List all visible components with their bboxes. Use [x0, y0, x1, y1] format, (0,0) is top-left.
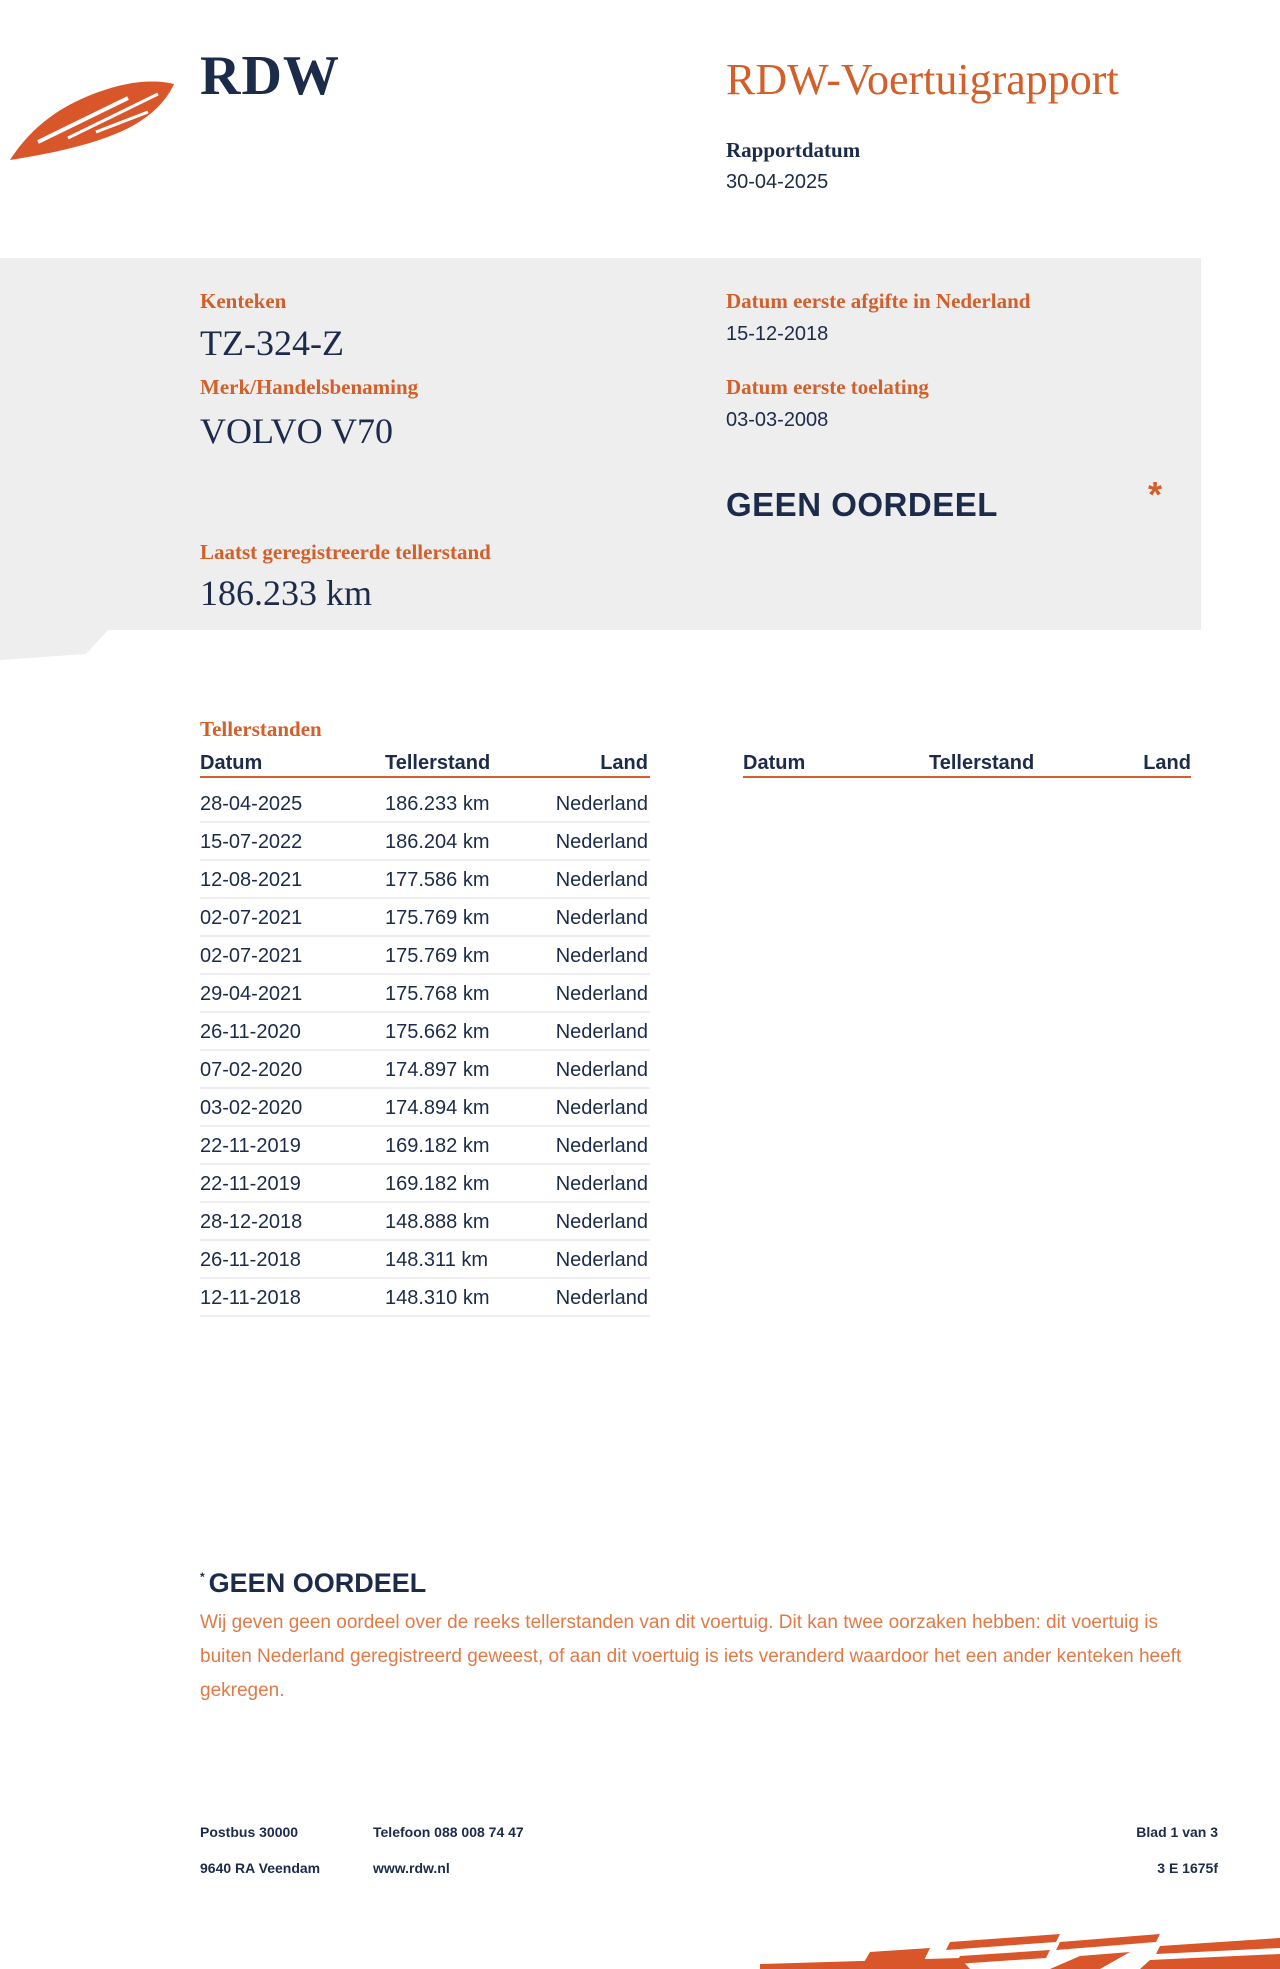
cell-tellerstand: 148.310 km — [385, 1287, 490, 1309]
cell-land: Nederland — [555, 793, 648, 815]
cell-land: Nederland — [555, 983, 648, 1005]
cell-land: Nederland — [555, 1021, 648, 1043]
odometer-table-header-left — [200, 750, 650, 778]
note-text: Wij geven geen oordeel over de reeks tellerstanden van dit voertuig. Dit kan twee oorzaken hebben: dit voertuig is buiten Nederland geregistreerd geweest, of aan dit voertuig is iets veranderd waardoor het een ander kenteken heeft gekregen. — [200, 1612, 1182, 1701]
brand-name: RDW — [200, 45, 340, 107]
first-issue-date-label: Datum eerste afgifte in Nederland — [726, 289, 1031, 313]
cell-land: Nederland — [555, 831, 648, 853]
table-row — [200, 1203, 650, 1241]
cell-tellerstand: 148.888 km — [385, 1211, 490, 1233]
table-row — [200, 1051, 650, 1089]
cell-datum: 26-11-2020 — [200, 1021, 301, 1043]
cell-land: Nederland — [555, 1173, 648, 1195]
cell-datum: 29-04-2021 — [200, 983, 303, 1005]
verdict-asterisk-icon: * — [1148, 474, 1163, 515]
last-odometer-value: 186.233 km — [200, 573, 373, 613]
footer-telefoon: Telefoon 088 008 74 47 — [373, 1824, 524, 1840]
cell-tellerstand: 175.769 km — [385, 945, 490, 967]
cell-datum: 03-02-2020 — [200, 1097, 303, 1119]
cell-datum: 07-02-2020 — [200, 1059, 303, 1081]
cell-tellerstand: 174.897 km — [385, 1059, 490, 1081]
cell-tellerstand: 175.769 km — [385, 907, 490, 929]
column-header-datum: Datum — [200, 752, 263, 774]
cell-land: Nederland — [555, 1059, 648, 1081]
cell-datum: 22-11-2019 — [200, 1135, 301, 1157]
note-asterisk: * — [200, 1570, 205, 1584]
verdict-status: GEEN OORDEEL — [726, 486, 998, 523]
rdw-leaf-logo-icon — [8, 72, 176, 162]
column-header-land: Land — [1143, 752, 1191, 774]
cell-tellerstand: 175.662 km — [385, 1021, 490, 1043]
kenteken-value: TZ-324-Z — [200, 323, 344, 363]
first-admission-date-value: 03-03-2008 — [726, 409, 829, 431]
odometer-table-body — [200, 785, 650, 1317]
cell-land: Nederland — [555, 869, 648, 891]
footer-postbus: Postbus 30000 — [200, 1824, 299, 1840]
merk-value: VOLVO V70 — [200, 411, 394, 451]
table-row — [200, 1279, 650, 1317]
cell-land: Nederland — [555, 945, 648, 967]
cell-tellerstand: 169.182 km — [385, 1173, 490, 1195]
cell-datum: 02-07-2021 — [200, 945, 303, 967]
table-row — [200, 1089, 650, 1127]
cell-tellerstand: 169.182 km — [385, 1135, 490, 1157]
column-header-datum: Datum — [743, 752, 806, 774]
odometer-table-title: Tellerstanden — [200, 717, 322, 741]
first-admission-date-label: Datum eerste toelating — [726, 375, 929, 399]
cell-tellerstand: 186.204 km — [385, 831, 490, 853]
cell-datum: 12-08-2021 — [200, 869, 303, 891]
table-row — [200, 861, 650, 899]
table-row — [200, 1013, 650, 1051]
table-row — [200, 1127, 650, 1165]
table-row — [200, 823, 650, 861]
kenteken-label: Kenteken — [200, 289, 287, 313]
cell-land: Nederland — [555, 1097, 648, 1119]
first-issue-date-value: 15-12-2018 — [726, 323, 829, 345]
cell-datum: 02-07-2021 — [200, 907, 303, 929]
report-date-value: 30-04-2025 — [726, 171, 829, 193]
odometer-table-header-right — [743, 750, 1191, 778]
last-odometer-label: Laatst geregistreerde tellerstand — [200, 540, 491, 564]
footer-page-number: Blad 1 van 3 — [1136, 1824, 1218, 1840]
cell-land: Nederland — [555, 907, 648, 929]
cell-tellerstand: 177.586 km — [385, 869, 490, 891]
footer-city: 9640 RA Veendam — [200, 1860, 321, 1876]
column-header-land: Land — [600, 752, 648, 774]
cell-land: Nederland — [555, 1249, 648, 1271]
cell-land: Nederland — [555, 1287, 648, 1309]
cell-tellerstand: 148.311 km — [385, 1249, 489, 1271]
table-row — [200, 1241, 650, 1279]
report-title: RDW-Voertuigrapport — [726, 55, 1119, 104]
panel-corner-decoration — [0, 628, 110, 660]
report-date-label: Rapportdatum — [726, 138, 861, 162]
cell-datum: 15-07-2022 — [200, 831, 303, 853]
cell-tellerstand: 174.894 km — [385, 1097, 490, 1119]
cell-datum: 28-04-2025 — [200, 793, 303, 815]
merk-label: Merk/Handelsbenaming — [200, 375, 419, 399]
note-title-text: GEEN OORDEEL — [208, 1568, 427, 1598]
table-row — [200, 785, 650, 823]
cell-datum: 28-12-2018 — [200, 1211, 303, 1233]
table-row — [200, 1165, 650, 1203]
cell-datum: 26-11-2018 — [200, 1249, 301, 1271]
cell-tellerstand: 186.233 km — [385, 793, 490, 815]
cell-datum: 12-11-2018 — [200, 1287, 301, 1309]
table-row — [200, 899, 650, 937]
table-row — [200, 975, 650, 1013]
column-header-tellerstand: Tellerstand — [929, 752, 1035, 774]
column-header-tellerstand: Tellerstand — [385, 752, 491, 774]
note-title — [200, 1568, 426, 1599]
rdw-stripes-decoration-icon — [760, 1912, 1280, 1969]
cell-land: Nederland — [555, 1211, 648, 1233]
footer-document-code: 3 E 1675f — [1157, 1860, 1218, 1876]
cell-tellerstand: 175.768 km — [385, 983, 490, 1005]
cell-datum: 22-11-2019 — [200, 1173, 301, 1195]
table-row — [200, 937, 650, 975]
footer-website: www.rdw.nl — [373, 1860, 450, 1876]
cell-land: Nederland — [555, 1135, 648, 1157]
